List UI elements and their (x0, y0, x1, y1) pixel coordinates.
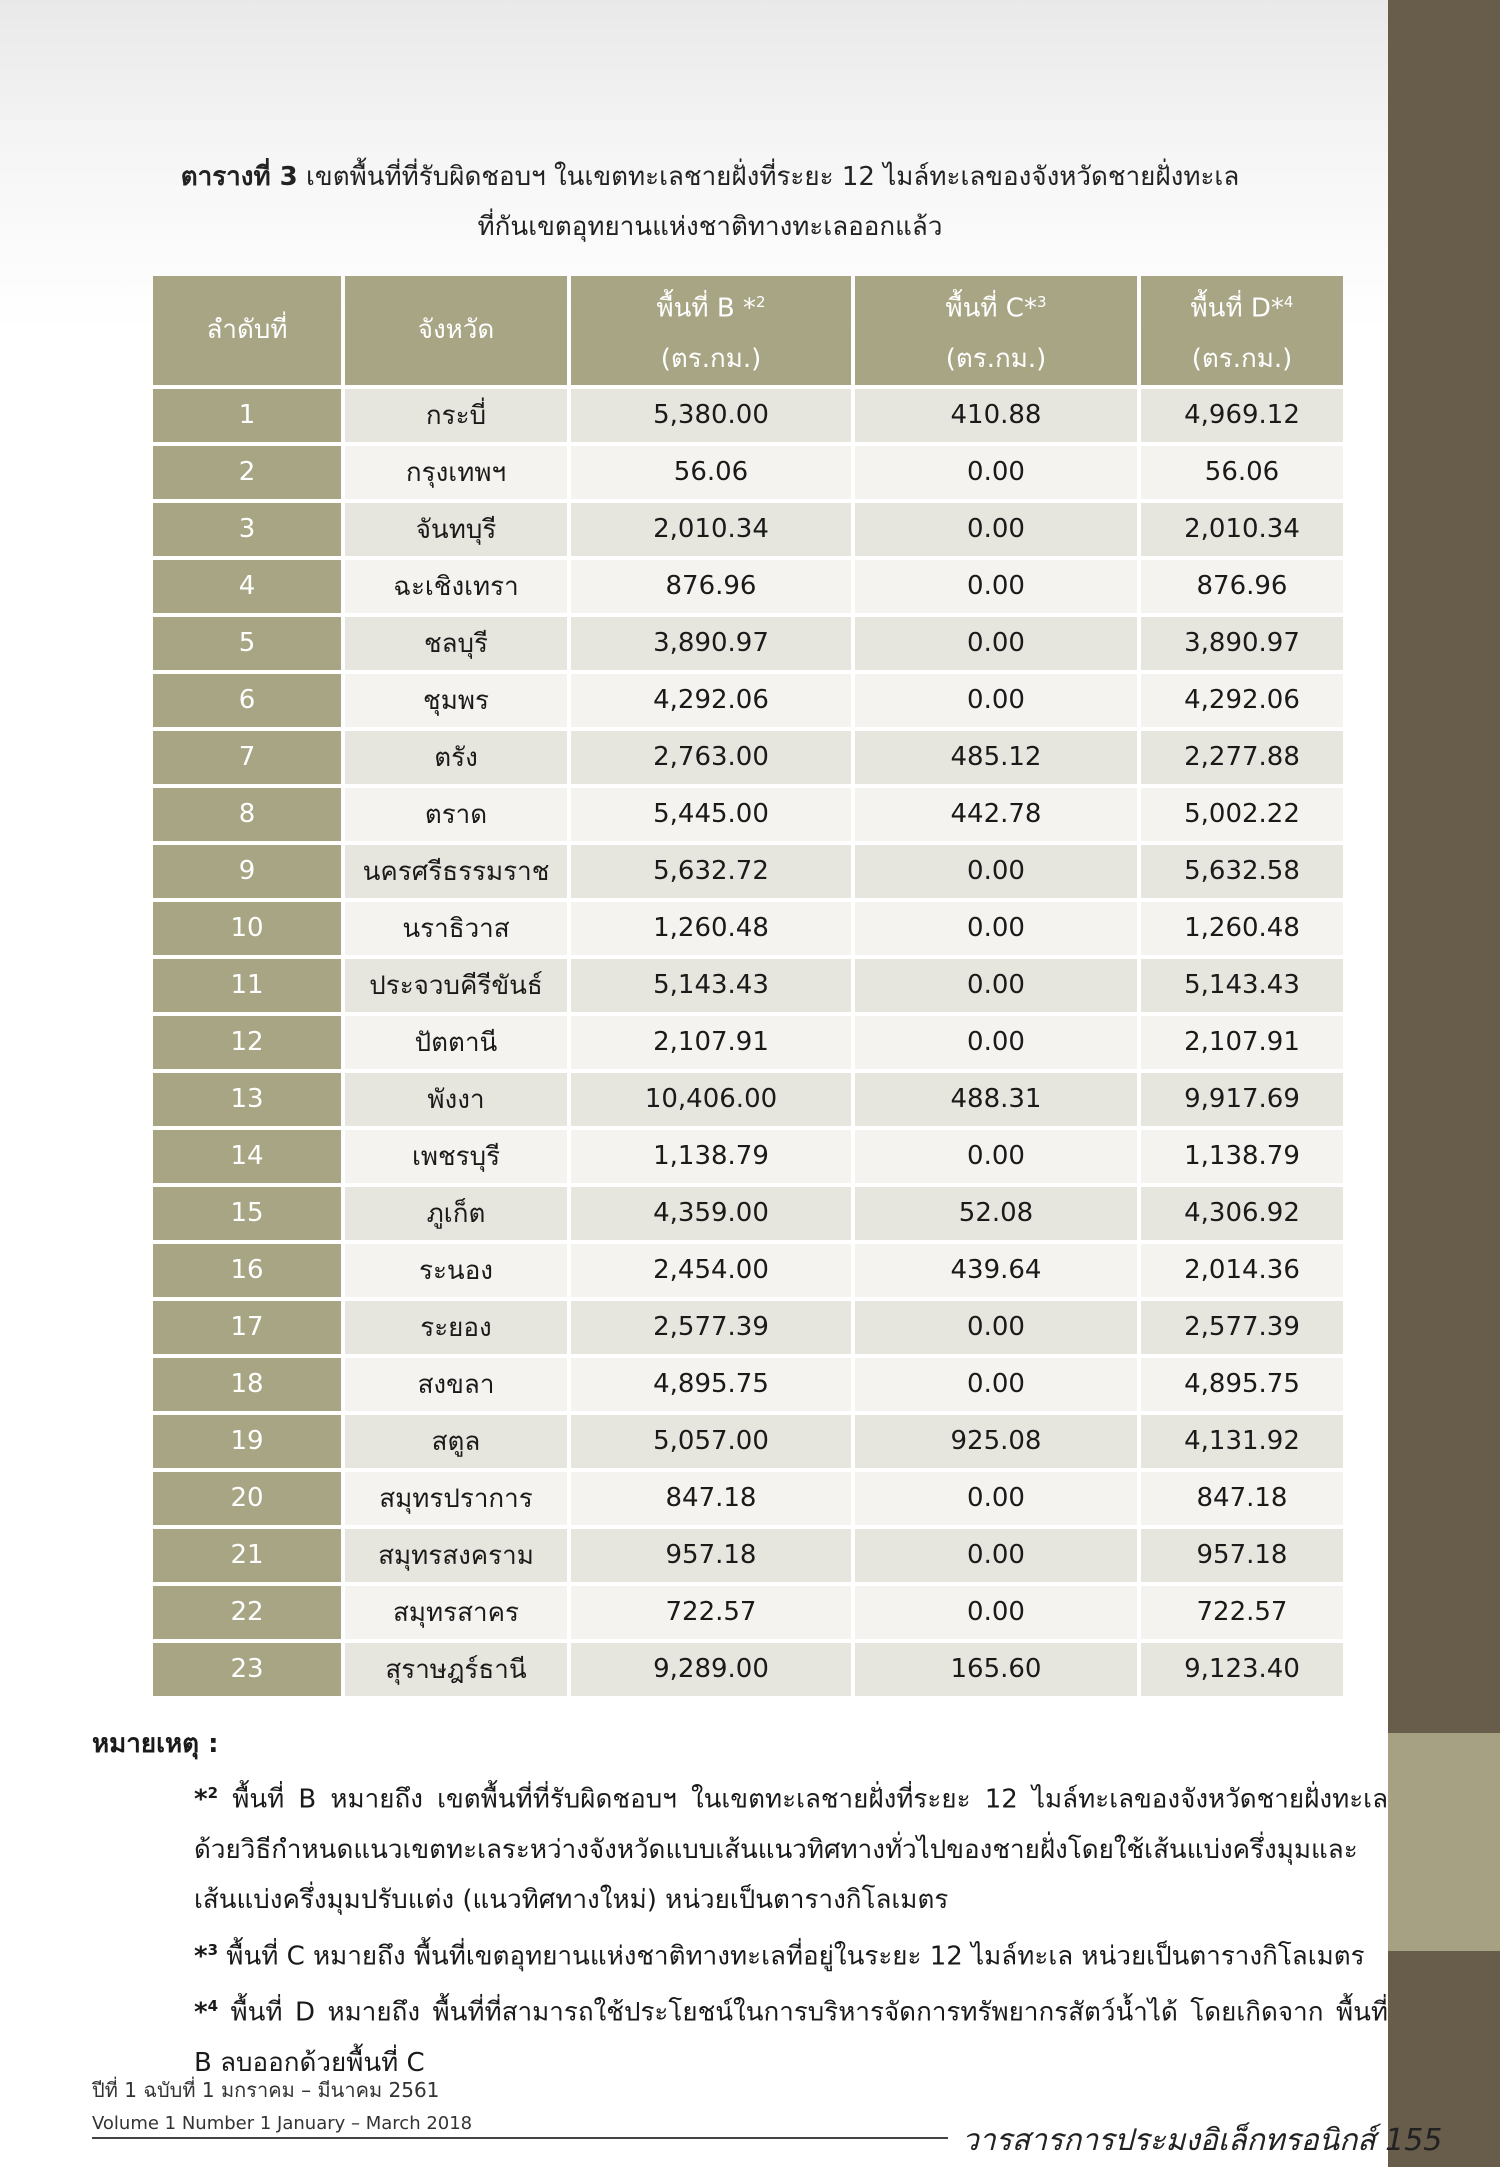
table-row (153, 1073, 1343, 1126)
note-area-b: *$^2$ พื้นที่ B หมายถึง เขตพื้นที่ที่รับผิดชอบฯ ในเขตทะเลชายฝั่งที่ระยะ 12 ไมล์ทะเลของจังหวัดชายฝั่งทะเล ด้วยวิธีกำหนดแนวเขตทะเลระหว่างจังหวัดแบบเส้นแนวทิศทางทั่วไปของชายฝั่งโดยใช้เส้นแบ่งครึ่งมุมและเส้นแบ่งครึ่งมุมปรับแต่ง (แนวทิศทางใหม่) หน่วยเป็นตารางกิโลเมตร (194, 1784, 1388, 1915)
row-number: 11 (153, 959, 341, 1012)
side-band-top (1388, 0, 1500, 1733)
area-d-value: 2,277.88 (1141, 731, 1343, 784)
area-b-value: 876.96 (571, 560, 851, 613)
row-number: 17 (153, 1301, 341, 1354)
header-province: จังหวัด (345, 276, 567, 385)
table-row (153, 389, 1343, 442)
area-d-value: 5,632.58 (1141, 845, 1343, 898)
header-unit: (ตร.กม.) (660, 343, 762, 374)
province-name: นครศรีธรรมราช (345, 845, 567, 898)
province-name: สมุทรปราการ (345, 1472, 567, 1525)
area-c-value: 0.00 (855, 674, 1137, 727)
area-c-value: 485.12 (855, 731, 1137, 784)
row-number: 18 (153, 1358, 341, 1411)
table-row (153, 845, 1343, 898)
table-row (153, 1586, 1343, 1639)
area-c-value: 0.00 (855, 1130, 1137, 1183)
province-name: สมุทรสงคราม (345, 1529, 567, 1582)
table-row (153, 560, 1343, 613)
row-number: 22 (153, 1586, 341, 1639)
table-header-row (153, 276, 1343, 385)
table-row (153, 1472, 1343, 1525)
area-b-value: 5,380.00 (571, 389, 851, 442)
footer-issue-thai: ปีที่ 1 ฉบับที่ 1 มกราคม – มีนาคม 2561 (92, 2078, 440, 2102)
table-row (153, 1301, 1343, 1354)
area-d-value: 2,014.36 (1141, 1244, 1343, 1297)
header-no: ลำดับที่ (153, 276, 341, 385)
area-d-value: 4,306.92 (1141, 1187, 1343, 1240)
area-c-value: 0.00 (855, 1016, 1137, 1069)
row-number: 14 (153, 1130, 341, 1183)
table-row (153, 959, 1343, 1012)
row-number: 21 (153, 1529, 341, 1582)
area-b-value: 847.18 (571, 1472, 851, 1525)
area-b-value: 5,632.72 (571, 845, 851, 898)
table-row (153, 503, 1343, 556)
notes-title: หมายเหตุ (92, 1729, 200, 1759)
area-d-value: 9,917.69 (1141, 1073, 1343, 1126)
row-number: 2 (153, 446, 341, 499)
province-name: สงขลา (345, 1358, 567, 1411)
area-c-value: 0.00 (855, 902, 1137, 955)
province-name: ระยอง (345, 1301, 567, 1354)
journal-name-page-number: วารสารการประมงอิเล็กทรอนิกส์ 155 (962, 2123, 1443, 2158)
caption-label: ตารางที่ 3 (180, 162, 298, 192)
area-c-value: 442.78 (855, 788, 1137, 841)
province-name: ตรัง (345, 731, 567, 784)
table-row (153, 902, 1343, 955)
area-d-value: 4,969.12 (1141, 389, 1343, 442)
area-b-value: 9,289.00 (571, 1643, 851, 1696)
area-c-value: 52.08 (855, 1187, 1137, 1240)
row-number: 9 (153, 845, 341, 898)
table-row (153, 731, 1343, 784)
province-name: สตูล (345, 1415, 567, 1468)
table-row (153, 446, 1343, 499)
province-name: กรุงเทพฯ (345, 446, 567, 499)
area-c-value: 165.60 (855, 1643, 1137, 1696)
note-area-d: *$^4$ พื้นที่ D หมายถึง พื้นที่ที่สามารถใช้ประโยชน์ในการบริหารจัดการทรัพยากรสัตว์น้ำได้ โดยเกิดจาก พื้นที่ B ลบออกด้วยพื้นที่ C (194, 1997, 1388, 2078)
area-d-value: 56.06 (1141, 446, 1343, 499)
footer-divider (92, 2137, 948, 2139)
area-d-value: 1,260.48 (1141, 902, 1343, 955)
area-b-value: 5,143.43 (571, 959, 851, 1012)
area-d-value: 4,292.06 (1141, 674, 1343, 727)
table-row (153, 1358, 1343, 1411)
area-c-value: 0.00 (855, 560, 1137, 613)
area-c-value: 0.00 (855, 1529, 1137, 1582)
table-row (153, 674, 1343, 727)
province-name: ชลบุรี (345, 617, 567, 670)
table-row (153, 1529, 1343, 1582)
area-b-value: 5,445.00 (571, 788, 851, 841)
table-row (153, 1016, 1343, 1069)
province-name: ระนอง (345, 1244, 567, 1297)
row-number: 16 (153, 1244, 341, 1297)
area-d-value: 1,138.79 (1141, 1130, 1343, 1183)
area-d-value: 722.57 (1141, 1586, 1343, 1639)
area-b-value: 2,010.34 (571, 503, 851, 556)
area-b-value: 4,359.00 (571, 1187, 851, 1240)
area-c-value: 488.31 (855, 1073, 1137, 1126)
area-c-value: 0.00 (855, 959, 1137, 1012)
row-number: 23 (153, 1643, 341, 1696)
area-b-value: 722.57 (571, 1586, 851, 1639)
row-number: 6 (153, 674, 341, 727)
note-area-c: *$^3$ พื้นที่ C หมายถึง พื้นที่เขตอุทยานแห่งชาติทางทะเลที่อยู่ในระยะ 12 ไมล์ทะเล หน่วยเป็นตารางกิโลเมตร (194, 1940, 1365, 1972)
area-c-value: 0.00 (855, 503, 1137, 556)
province-name: ปัตตานี (345, 1016, 567, 1069)
area-d-value: 9,123.40 (1141, 1643, 1343, 1696)
area-b-value: 2,577.39 (571, 1301, 851, 1354)
header-area-d: พื้นที่ D*$^4$ (ตร.กม.) (1141, 276, 1343, 385)
table-row (153, 1130, 1343, 1183)
province-name: นราธิวาส (345, 902, 567, 955)
area-c-value: 410.88 (855, 389, 1137, 442)
area-c-value: 0.00 (855, 446, 1137, 499)
province-name: เพชรบุรี (345, 1130, 567, 1183)
caption-line1: เขตพื้นที่ที่รับผิดชอบฯ ในเขตทะเลชายฝั่งที่ระยะ 12 ไมล์ทะเลของจังหวัดชายฝั่งทะเล (297, 162, 1240, 192)
row-number: 4 (153, 560, 341, 613)
row-number: 5 (153, 617, 341, 670)
area-d-value: 3,890.97 (1141, 617, 1343, 670)
footer-issue-english: Volume 1 Number 1 January – March 2018 (92, 2113, 473, 2134)
row-number: 15 (153, 1187, 341, 1240)
area-d-value: 847.18 (1141, 1472, 1343, 1525)
area-b-value: 10,406.00 (571, 1073, 851, 1126)
caption-line2: ที่กันเขตอุทยานแห่งชาติทางทะเลออกแล้ว (477, 212, 943, 242)
area-b-value: 56.06 (571, 446, 851, 499)
area-c-value: 0.00 (855, 1586, 1137, 1639)
table-body (153, 389, 1343, 1696)
notes-section (92, 1720, 1388, 2088)
province-name: กระบี่ (345, 389, 567, 442)
province-name: ฉะเชิงเทรา (345, 560, 567, 613)
table-row (153, 1187, 1343, 1240)
area-d-value: 4,895.75 (1141, 1358, 1343, 1411)
area-d-value: 2,577.39 (1141, 1301, 1343, 1354)
area-d-value: 876.96 (1141, 560, 1343, 613)
side-band-middle (1388, 1733, 1500, 1951)
area-d-value: 957.18 (1141, 1529, 1343, 1582)
row-number: 1 (153, 389, 341, 442)
row-number: 7 (153, 731, 341, 784)
table-row (153, 617, 1343, 670)
province-name: สมุทรสาคร (345, 1586, 567, 1639)
area-c-value: 925.08 (855, 1415, 1137, 1468)
province-name: จันทบุรี (345, 503, 567, 556)
header-unit: (ตร.กม.) (945, 343, 1047, 374)
area-b-value: 2,454.00 (571, 1244, 851, 1297)
area-b-value: 2,763.00 (571, 731, 851, 784)
area-d-value: 5,002.22 (1141, 788, 1343, 841)
row-number: 10 (153, 902, 341, 955)
area-c-value: 0.00 (855, 845, 1137, 898)
area-c-value: 0.00 (855, 1358, 1137, 1411)
header-unit: (ตร.กม.) (1191, 343, 1293, 374)
area-d-value: 2,010.34 (1141, 503, 1343, 556)
notes-colon: : (199, 1729, 219, 1759)
area-b-value: 1,138.79 (571, 1130, 851, 1183)
area-b-value: 1,260.48 (571, 902, 851, 955)
area-b-value: 2,107.91 (571, 1016, 851, 1069)
row-number: 20 (153, 1472, 341, 1525)
area-d-value: 4,131.92 (1141, 1415, 1343, 1468)
area-c-value: 0.00 (855, 1301, 1137, 1354)
province-name: ตราด (345, 788, 567, 841)
area-b-value: 4,292.06 (571, 674, 851, 727)
area-c-value: 0.00 (855, 1472, 1137, 1525)
table-row (153, 788, 1343, 841)
area-table (149, 272, 1347, 1700)
row-number: 8 (153, 788, 341, 841)
area-b-value: 3,890.97 (571, 617, 851, 670)
area-b-value: 5,057.00 (571, 1415, 851, 1468)
area-d-value: 5,143.43 (1141, 959, 1343, 1012)
province-name: ภูเก็ต (345, 1187, 567, 1240)
header-area-c: พื้นที่ C*$^3$ (ตร.กม.) (855, 276, 1137, 385)
province-name: พังงา (345, 1073, 567, 1126)
area-b-value: 957.18 (571, 1529, 851, 1582)
row-number: 12 (153, 1016, 341, 1069)
area-c-value: 439.64 (855, 1244, 1137, 1297)
province-name: ประจวบคีรีขันธ์ (345, 959, 567, 1012)
table-row (153, 1643, 1343, 1696)
table-row (153, 1415, 1343, 1468)
area-c-value: 0.00 (855, 617, 1137, 670)
province-name: ชุมพร (345, 674, 567, 727)
table-row (153, 1244, 1343, 1297)
table-caption (150, 152, 1270, 252)
row-number: 13 (153, 1073, 341, 1126)
area-d-value: 2,107.91 (1141, 1016, 1343, 1069)
header-area-b: พื้นที่ B *$^2$ (ตร.กม.) (571, 276, 851, 385)
province-name: สุราษฎร์ธานี (345, 1643, 567, 1696)
row-number: 3 (153, 503, 341, 556)
row-number: 19 (153, 1415, 341, 1468)
area-b-value: 4,895.75 (571, 1358, 851, 1411)
